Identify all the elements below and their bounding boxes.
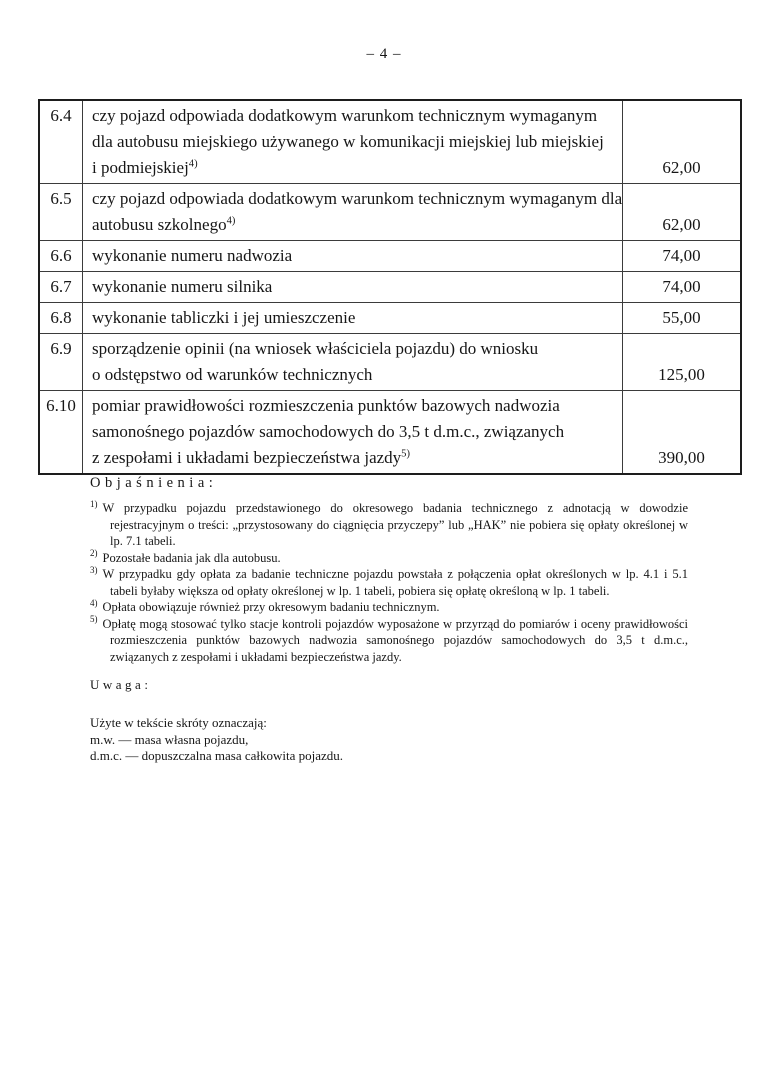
row-number: 6.8: [39, 303, 83, 334]
row-price: 390,00: [623, 391, 742, 475]
row-price: 55,00: [623, 303, 742, 334]
footnote-marker: 1): [90, 498, 98, 509]
abbreviation-line: d.m.c. — dopuszczalna masa całkowita pojazdu.: [90, 748, 344, 763]
footnote-marker: 4): [90, 597, 98, 608]
notes-section: [90, 474, 688, 765]
row-number: 6.7: [39, 272, 83, 303]
footnote-item: [90, 599, 688, 616]
table-row: [39, 184, 741, 241]
footnote-item: [90, 500, 688, 550]
uwaga-heading: Uwaga:: [90, 677, 152, 692]
fee-table-body: [39, 100, 741, 474]
description-line: wykonanie numeru silnika: [92, 277, 273, 296]
footnote-marker: 5): [90, 614, 98, 625]
row-description: [83, 272, 623, 303]
description-line: wykonanie numeru nadwozia: [92, 246, 293, 265]
row-description: [83, 241, 623, 272]
footnote-item: [90, 550, 688, 567]
row-number: 6.9: [39, 334, 83, 391]
description-line: pomiar prawidłowości rozmieszczenia punktów bazowych nadwozia: [92, 396, 560, 415]
footnote-reference: 4): [226, 215, 236, 227]
description-line: dla autobusu miejskiego używanego w komunikacji miejskiej lub miejskiej: [92, 132, 604, 151]
row-description: [83, 334, 623, 391]
row-description: [83, 391, 623, 475]
row-price: 74,00: [623, 241, 742, 272]
table-row: [39, 272, 741, 303]
row-number: 6.6: [39, 241, 83, 272]
page-number: – 4 –: [366, 46, 402, 62]
footnote-list: [90, 500, 688, 665]
abbreviation-line: m.w. — masa własna pojazdu,: [90, 731, 249, 747]
row-price: 74,00: [623, 272, 742, 303]
row-price: 62,00: [623, 184, 742, 241]
row-price: 62,00: [623, 100, 742, 184]
footnote-reference: 4): [188, 158, 198, 170]
description-line: autobusu szkolnego$^{4)}$: [92, 215, 236, 234]
abbreviation-list: [90, 732, 688, 765]
footnote-text: W przypadku pojazdu przedstawionego do okresowego badania technicznego z adnotacją w dowodzie rejestracyjnym o treści: „przystosowany do ciągnięcia przyczepy” lub „HAK” nie pobiera się opłaty określonej w lp. 7.1 tabeli.: [102, 501, 688, 548]
table-row: [39, 303, 741, 334]
row-price: 125,00: [623, 334, 742, 391]
table-row: [39, 391, 741, 475]
table-row: [39, 241, 741, 272]
footnote-item: [90, 616, 688, 666]
row-number: 6.4: [39, 100, 83, 184]
description-line: wykonanie tabliczki i jej umieszczenie: [92, 308, 356, 327]
description-line: i podmiejskiej$^{4)}$: [92, 158, 198, 177]
description-line: samonośnego pojazdów samochodowych do 3,5 t d.m.c., związanych: [92, 422, 565, 441]
row-number: 6.5: [39, 184, 83, 241]
footnote-text: Opłatę mogą stosować tylko stacje kontroli pojazdów wyposażone w przyrząd do pomiarów i oceny prawidłowości rozmieszczenia punktów bazowych nadwozia samonośnego pojazdów samochodowych do 3,5 t d.m.c., związanych z zespołami i układami bezpieczeństwa jazdy.: [102, 616, 688, 664]
abbreviations-intro: Użyte w tekście skróty oznaczają:: [90, 715, 267, 730]
table-row: [39, 334, 741, 391]
description-line: z zespołami i układami bezpieczeństwa jazdy$^{5)}$: [92, 448, 410, 467]
description-line: czy pojazd odpowiada dodatkowym warunkom technicznym wymaganym: [92, 106, 598, 125]
footnote-text: W przypadku gdy opłata za badanie techniczne pojazdu powstała z połączenia opłat określonych w lp. 4.1 i 5.1 tabeli byłaby większa od opłaty określonej w lp. 1 tabeli, pobiera się opłatę określoną w lp. 1 tabeli.: [102, 567, 688, 598]
row-number: 6.10: [39, 391, 83, 475]
footnote-reference: 5): [401, 448, 410, 460]
footnote-marker: 3): [90, 564, 98, 575]
row-description: [83, 100, 623, 184]
description-line: sporządzenie opinii (na wniosek właściciela pojazdu) do wniosku: [92, 339, 539, 358]
footnote-marker: 2): [90, 548, 98, 559]
table-row: [39, 100, 741, 184]
description-line: o odstępstwo od warunków technicznych: [92, 365, 373, 384]
fee-table: [38, 99, 742, 475]
description-line: czy pojazd odpowiada dodatkowym warunkom technicznym wymaganym dla: [92, 189, 623, 208]
row-description: [83, 303, 623, 334]
footnote-item: [90, 566, 688, 599]
objasnienia-heading: Objaśnienia:: [90, 475, 218, 491]
row-description: [83, 184, 623, 241]
footnote-text: Pozostałe badania jak dla autobusu.: [102, 550, 281, 565]
footnote-text: Opłata obowiązuje również przy okresowym badaniu technicznym.: [102, 600, 440, 614]
